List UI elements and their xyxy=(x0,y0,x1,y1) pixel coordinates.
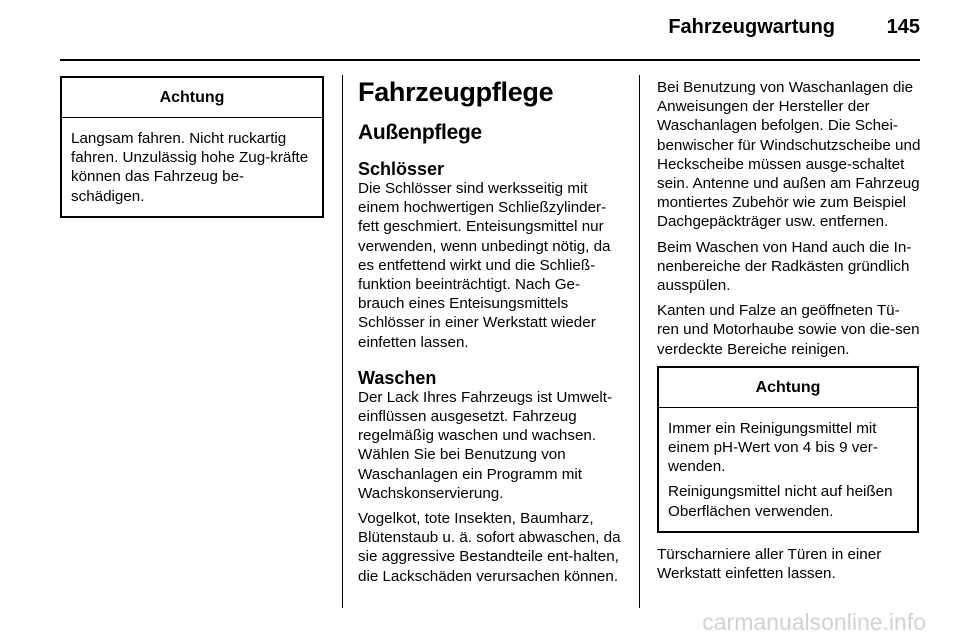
column-1 xyxy=(60,76,324,218)
column-2 xyxy=(358,77,624,586)
warning-text-1: Immer ein Reinigungsmittel mit einem pH-Wert von 4 bis 9 ver-wenden. xyxy=(668,419,878,476)
column-divider-1 xyxy=(342,75,343,608)
header-title: Fahrzeugwartung xyxy=(668,16,835,38)
header-rule xyxy=(60,59,920,61)
warning-box-2 xyxy=(657,366,919,533)
paragraph-kanten: Kanten und Falze an geöffneten Tü-ren und Motorhaube sowie von die-sen verdeckte Bereiche reinigen. xyxy=(657,302,920,358)
schloesser-heading: Schlösser xyxy=(358,159,445,179)
column-divider-2 xyxy=(639,75,640,608)
paragraph-radkaesten: Beim Waschen von Hand auch die In-nenbereiche der Radkästen gründlich ausspülen. xyxy=(657,238,912,295)
subsection-heading: Außenpflege xyxy=(358,121,482,144)
schloesser-text: Die Schlösser sind werksseitig mit einem hochwertigen Schließzylinder-fett geschmiert. Enteisungsmittel nur verwenden, wenn unbedingt nötig, da es entfettend wirkt und die Schließ-funktion beeinträchtigt. Nach Ge-brauch eines Enteisungsmittels Schlösser in einer Werkstatt wieder einfetten lassen. xyxy=(358,180,611,351)
warning-title: Achtung xyxy=(659,368,917,408)
column-3 xyxy=(657,78,921,583)
watermark: carmanualsonline.info xyxy=(702,609,926,635)
warning-text: Langsam fahren. Nicht ruckartig fahren. Unzulässig hohe Zug-kräfte können das Fahrzeug be-schädigen. xyxy=(71,130,309,205)
page-number: 145 xyxy=(886,16,920,38)
section-heading: Fahrzeugpflege xyxy=(358,77,554,107)
warning-text-2: Reinigungsmittel nicht auf heißen Oberflächen verwenden. xyxy=(668,483,893,520)
waschen-paragraph-2: Vogelkot, tote Insekten, Baumharz, Blütenstaub u. ä. sofort abwaschen, da sie aggressive Bestandteile ent-halten, die Lackschäden verursachen können. xyxy=(358,510,621,585)
paragraph-tuerscharniere: Türscharniere aller Türen in einer Werkstatt einfetten lassen. xyxy=(657,545,882,583)
waschen-heading: Waschen xyxy=(358,367,437,388)
warning-box-1 xyxy=(60,76,324,218)
warning-body xyxy=(659,408,917,531)
warning-body xyxy=(62,118,322,216)
paragraph-waschanlagen: Bei Benutzung von Waschanlagen die Anweisungen der Hersteller der Waschanlagen befolgen. Die Schei-benwischer für Windschutzscheibe und Heckscheibe müssen ausge-schaltet sein. Antenne und außen am Fahrzeug montiertes Zubehör wie zum Beispiel Dachgepäckträger usw. entfernen. xyxy=(657,79,921,231)
waschen-paragraph-1: Der Lack Ihres Fahrzeugs ist Umwelt-einflüssen ausgesetzt. Fahrzeug regelmäßig waschen und wachsen. Wählen Sie bei Benutzung von Waschanlagen ein Programm mit Wachskonservierung. xyxy=(358,388,613,502)
warning-title: Achtung xyxy=(62,78,322,118)
